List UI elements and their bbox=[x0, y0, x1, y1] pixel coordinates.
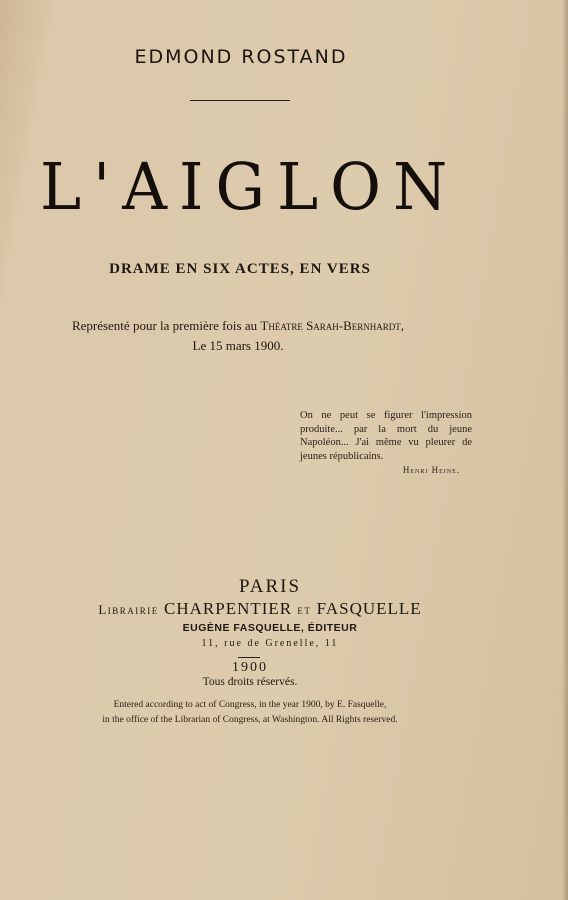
publisher-editor: EUGÈNE FASQUELLE, ÉDITEUR bbox=[182, 622, 358, 634]
publisher-charpentier: CHARPENTIER bbox=[164, 599, 293, 618]
year-dash bbox=[238, 657, 260, 658]
title-rule bbox=[190, 100, 290, 101]
publication-year: 1900 bbox=[232, 660, 268, 675]
rights-notice: Tous droits réservés. bbox=[202, 676, 298, 688]
theatre-name: Théatre Sarah-Bernhardt, bbox=[260, 318, 405, 333]
publisher-line bbox=[40, 599, 480, 619]
performance-line-1 bbox=[56, 316, 420, 336]
performance-date: Le 15 mars 1900. bbox=[192, 338, 284, 353]
performance-note bbox=[56, 316, 420, 356]
copyright-line-1: Entered according to act of Congress, in the year 1900, by E. Fasquelle, bbox=[113, 700, 387, 710]
performance-line-1-prefix: Représenté pour la première fois au bbox=[71, 318, 261, 333]
epigraph-author: Henri Heine. bbox=[402, 465, 460, 475]
book-title: L'AIGLON bbox=[40, 148, 460, 225]
imprint-city: PARIS bbox=[238, 576, 302, 597]
publisher-librairie: Librairie bbox=[98, 602, 159, 617]
subtitle: DRAME EN SIX ACTES, EN VERS bbox=[109, 261, 371, 277]
copyright-notice bbox=[60, 698, 440, 728]
epigraph-text: On ne peut se figurer l'impression produite... par la mort du jeune Napoléon... J'ai même vu pleurer de jeunes républicains. bbox=[300, 410, 472, 462]
copyright-line-2: in the office of the Librarian of Congress, at Washington. All Rights reserved. bbox=[102, 715, 398, 725]
publisher-address: 11, rue de Grenelle, 11 bbox=[201, 638, 339, 649]
author-name: EDMOND ROSTAND bbox=[134, 46, 348, 68]
publisher-fasquelle: FASQUELLE bbox=[316, 599, 422, 618]
publisher-et: et bbox=[297, 602, 312, 617]
